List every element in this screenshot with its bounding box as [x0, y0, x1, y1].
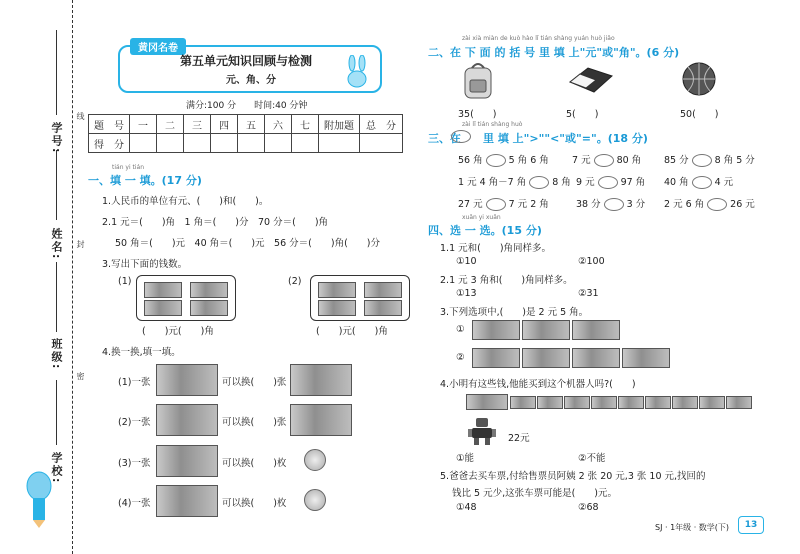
s4-q2-opt2[interactable]: ②31 — [578, 288, 599, 299]
s4-q4-opt1[interactable]: ①能 — [456, 453, 475, 464]
s1-q3: 3.写出下面的钱数。 — [102, 259, 188, 270]
score-header-cell: 五 — [238, 115, 265, 134]
compare-blank[interactable] — [594, 154, 614, 167]
banknote-1jiao-icon — [290, 404, 352, 436]
banknote-1yuan-icon — [472, 320, 520, 340]
s3-r1-left: 56 角 — [458, 155, 483, 166]
compare-blank[interactable] — [529, 176, 549, 189]
s3-row3c — [664, 196, 755, 211]
page-title: 第五单元知识回顾与检测 — [180, 54, 313, 68]
s1-q4-item1-mid: 可以换( )张 — [222, 377, 287, 388]
banknote-1yuan-icon — [156, 404, 218, 436]
s2-item-backpack: 35( ) — [458, 109, 497, 120]
page-number: 13 — [738, 516, 764, 534]
score-cell[interactable] — [238, 134, 265, 153]
banknote-1jiao-icon — [144, 300, 182, 316]
robot-icon — [466, 416, 498, 446]
s3-r1-left3: 85 分 — [664, 155, 689, 166]
banknote-1yuan-icon — [699, 396, 725, 409]
s4-q5-opt1[interactable]: ①48 — [456, 502, 477, 513]
s3-row3 — [458, 196, 549, 211]
score-cell[interactable] — [211, 134, 238, 153]
s4-q4: 4.小明有这些钱,他能买到这个机器人吗?( ) — [440, 379, 636, 390]
banknote-1yuan-icon — [510, 396, 536, 409]
banknote-1yuan-icon — [591, 396, 617, 409]
score-cell[interactable] — [265, 134, 292, 153]
s1-q3b-answer: ( )元( )角 — [316, 326, 388, 337]
banknote-1yuan-icon — [564, 396, 590, 409]
name-line — [56, 150, 57, 220]
s1-q3a-label: (1) — [118, 276, 132, 287]
section3-pinyin: zài lǐ tián shàng huò — [462, 121, 523, 128]
score-table-header-row — [89, 115, 403, 134]
s4-q3-opt2[interactable]: ② — [456, 352, 465, 363]
section2-pinyin: zài xià miàn de kuò hào lǐ tián shàng yuán huò jiǎo — [462, 35, 615, 42]
s1-q3a-answer: ( )元( )角 — [142, 326, 214, 337]
banknote-5jiao-icon — [318, 300, 356, 316]
binding-dashed-line — [72, 0, 73, 554]
banknote-5jiao-icon — [156, 485, 218, 517]
school-line — [56, 380, 57, 445]
s3-r1-right3: 8 角 5 分 — [714, 155, 755, 166]
s3-r2-left2: 9 元 — [576, 177, 595, 188]
s3-r3-right3: 26 元 — [730, 199, 755, 210]
s3-r1-right2: 80 角 — [616, 155, 642, 166]
banknote-1yuan-icon — [645, 396, 671, 409]
s3-r3-left3: 2 元 6 角 — [664, 199, 705, 210]
s3-row3b — [576, 196, 645, 211]
class-line — [56, 262, 57, 332]
s3-row1b — [572, 152, 641, 167]
s3-r1-right: 5 角 6 角 — [508, 155, 549, 166]
coin-1jiao-icon — [304, 449, 326, 471]
s3-r3-left: 27 元 — [458, 199, 483, 210]
s2-item-eraser: 5( ) — [566, 109, 599, 120]
score-header-cell: 四 — [211, 115, 238, 134]
score-cell[interactable] — [319, 134, 360, 153]
s1-q4-item4-label: (4)一张 — [118, 498, 151, 509]
s3-row2b — [576, 174, 645, 189]
s1-q4-item3-label: (3)一张 — [118, 458, 151, 469]
s1-q4-item4-mid: 可以换( )枚 — [222, 498, 287, 509]
margin-char-mi: 密 — [76, 372, 85, 380]
s1-q4-item3-mid: 可以换( )枚 — [222, 458, 287, 469]
banknote-1jiao-icon — [190, 300, 228, 316]
margin-char-xian: 线 — [76, 112, 85, 120]
compare-blank[interactable] — [486, 154, 506, 167]
compare-blank[interactable] — [707, 198, 727, 211]
student-id-line — [56, 30, 57, 115]
school-label: 学校: — [50, 452, 63, 485]
score-cell[interactable] — [130, 134, 157, 153]
section3-title: 三、在 里 填 上">""<"或"="。(18 分) — [428, 132, 648, 145]
banknote-1yuan-icon — [618, 396, 644, 409]
s3-r2-right2: 97 角 — [620, 177, 646, 188]
s1-q4-item2-mid: 可以换( )张 — [222, 417, 287, 428]
s4-q5-line2: 钱比 5 元少,这张车票可能是( )元。 — [452, 488, 618, 499]
compare-oval-icon — [451, 130, 471, 143]
banknote-1yuan-icon — [144, 282, 182, 298]
section4-title: 四、选 一 选。(15 分) — [428, 224, 542, 237]
s4-q5-line1: 5.爸爸去买车票,付给售票员阿姨 2 张 20 元,3 张 10 元,找回的 — [440, 471, 706, 482]
s3-r2-right: 8 角 — [552, 177, 571, 188]
banknote-1yuan-icon — [672, 396, 698, 409]
banknote-5jiao-icon — [572, 348, 620, 368]
s4-q3-opt1[interactable]: ① — [456, 324, 465, 335]
s4-q1-opt2[interactable]: ②100 — [578, 256, 605, 267]
score-header-cell: 三 — [184, 115, 211, 134]
compare-blank[interactable] — [486, 198, 506, 211]
score-header-cell: 一 — [130, 115, 157, 134]
score-header-cell: 七 — [292, 115, 319, 134]
margin-char-feng: 封 — [76, 240, 85, 248]
score-header-cell: 题 号 — [89, 115, 130, 134]
section2-title: 二、在 下 面 的 括 号 里 填 上"元"或"角"。(6 分) — [428, 46, 680, 59]
s1-q4-item2-label: (2)一张 — [118, 417, 151, 428]
section1-pinyin: tián yi tián — [112, 164, 145, 171]
banknote-5jiao-icon — [622, 348, 670, 368]
banknote-1yuan-icon — [318, 282, 356, 298]
banknote-2jiao-icon — [364, 300, 402, 316]
rabbit-mascot-icon — [340, 55, 374, 89]
compare-blank[interactable] — [692, 176, 712, 189]
section4-pinyin: xuǎn yi xuǎn — [462, 214, 501, 221]
score-header-cell: 附加题 — [319, 115, 360, 134]
s3-r3-left2: 38 分 — [576, 199, 601, 210]
pencil-mascot-icon — [22, 468, 56, 528]
page-subtitle: 元、角、分 — [226, 75, 276, 86]
robot-price: 22元 — [508, 433, 530, 444]
eraser-icon — [566, 62, 616, 98]
basketball-icon — [680, 60, 718, 98]
s1-q2-line2: 50 角＝( )元 40 角＝( )元 56 分＝( )角( )分 — [115, 238, 380, 249]
score-cell[interactable] — [292, 134, 319, 153]
s1-q4-item1-label: (1)一张 — [118, 377, 151, 388]
s3-row2 — [458, 174, 571, 189]
name-label: 姓名: — [50, 228, 63, 261]
s3-r3-right2: 3 分 — [626, 199, 646, 210]
compare-blank[interactable] — [604, 198, 624, 211]
section1-title: 一、填 一 填。(17 分) — [88, 174, 202, 187]
banknote-1yuan-icon — [522, 320, 570, 340]
banknote-5jiao-icon — [572, 320, 620, 340]
score-row-label: 得 分 — [89, 134, 130, 153]
s3-row1 — [458, 152, 549, 167]
s4-q4-opt2[interactable]: ②不能 — [578, 453, 606, 464]
score-table — [88, 114, 403, 153]
s2-item-basketball: 50( ) — [680, 109, 719, 120]
banknote-5jiao-icon — [364, 282, 402, 298]
s1-q4: 4.换一换,填一填。 — [102, 347, 181, 358]
s4-q3: 3.下列选项中,( )是 2 元 5 角。 — [440, 307, 589, 318]
score-header-cell: 总 分 — [360, 115, 403, 134]
score-info: 满分:100 分 时间:40 分钟 — [186, 101, 308, 111]
banknote-5jiao-icon — [522, 348, 570, 368]
banknote-1yuan-icon — [472, 348, 520, 368]
score-cell[interactable] — [157, 134, 184, 153]
student-id-label: 学号: — [50, 122, 63, 155]
score-cell[interactable] — [184, 134, 211, 153]
s4-q1-opt1[interactable]: ①10 — [456, 256, 477, 267]
s3-r2-left: 1 元 4 角－7 角 — [458, 177, 527, 188]
s4-q2: 2.1 元 3 角和( )角同样多。 — [440, 275, 573, 286]
banknote-1jiao-icon — [156, 445, 218, 477]
compare-blank[interactable] — [692, 154, 712, 167]
s3-r2-right3: 4 元 — [714, 177, 734, 188]
s3-row1c — [664, 152, 755, 167]
s1-q2-line1: 2.1 元＝( )角 1 角＝( )分 70 分＝( )角 — [102, 217, 329, 228]
banknote-1yuan-icon — [537, 396, 563, 409]
s3-r2-left3: 40 角 — [664, 177, 689, 188]
compare-blank[interactable] — [598, 176, 618, 189]
banknote-5jiao-icon — [290, 364, 352, 396]
brand-logo: 黄冈名卷 — [130, 38, 186, 55]
score-header-cell: 二 — [157, 115, 184, 134]
footer-text: SJ · 1年级 · 数学(下) — [655, 523, 730, 532]
banknote-1yuan-icon — [190, 282, 228, 298]
s3-row2c — [664, 174, 733, 189]
class-label: 班级: — [50, 338, 63, 371]
backpack-icon — [460, 62, 496, 100]
s4-q1: 1.1 元和( )角同样多。 — [440, 243, 552, 254]
score-cell[interactable] — [360, 134, 403, 153]
s4-q2-opt1[interactable]: ①13 — [456, 288, 477, 299]
coin-1jiao-icon — [304, 489, 326, 511]
s4-q5-opt2[interactable]: ②68 — [578, 502, 599, 513]
banknote-1yuan-icon — [726, 396, 752, 409]
score-table-score-row — [89, 134, 403, 153]
s3-r3-right: 7 元 2 角 — [508, 199, 549, 210]
s1-q1: 1.人民币的单位有元、( )和( )。 — [102, 196, 269, 207]
score-header-cell: 六 — [265, 115, 292, 134]
s1-q3b-label: (2) — [288, 276, 302, 287]
banknote-10yuan-icon — [466, 394, 508, 410]
s3-r1-left2: 7 元 — [572, 155, 591, 166]
banknote-1yuan-icon — [156, 364, 218, 396]
